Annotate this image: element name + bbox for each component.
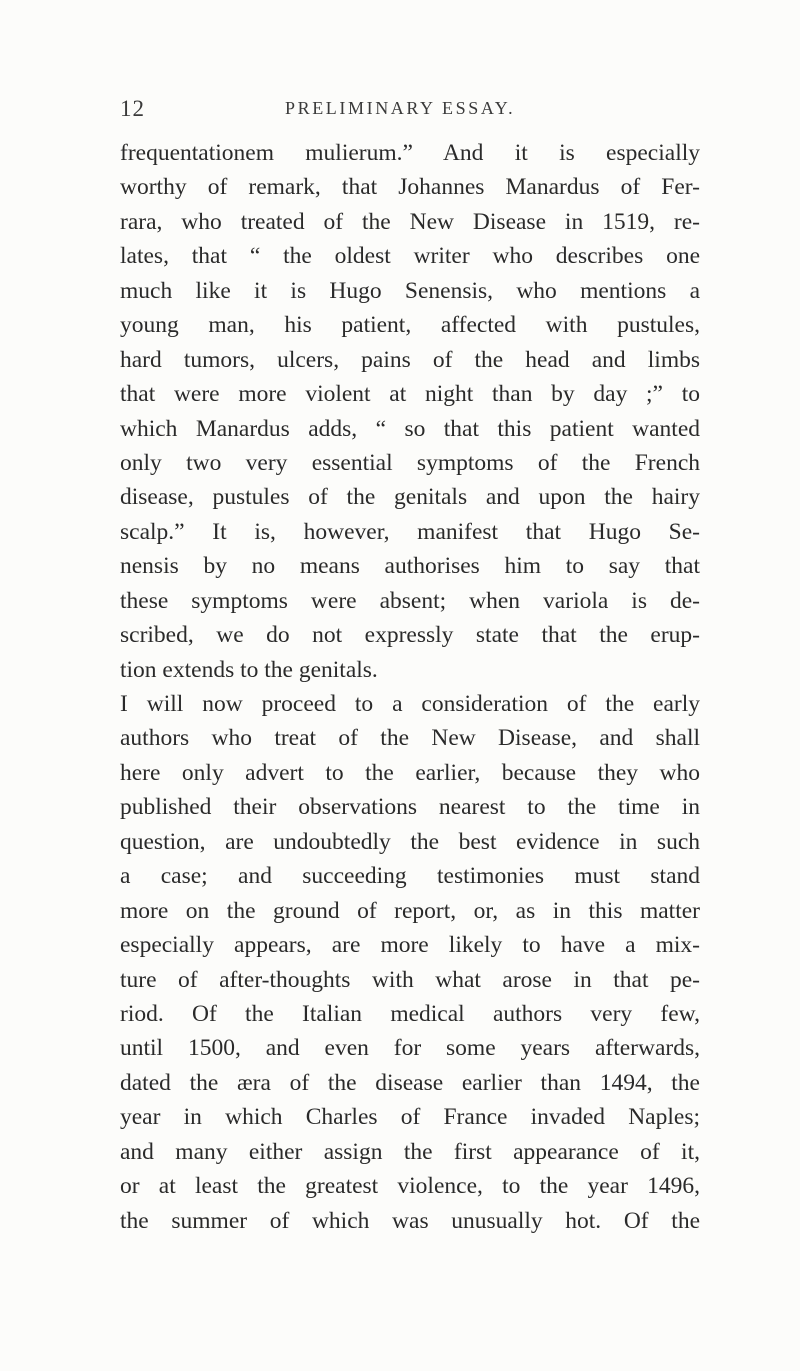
text-line: hard tumors, ulcers, pains of the head and limbs: [120, 346, 700, 373]
text-line: a case; and succeeding testimonies must stand: [120, 863, 700, 890]
text-line: scalp.” It is, however, manifest that Hugo Se-: [120, 518, 700, 545]
text-line: these symptoms were absent; when variola is de-: [120, 587, 700, 614]
text-line: that were more violent at night than by day ;” to: [120, 381, 700, 408]
text-line: only two very essential symptoms of the French: [120, 449, 700, 476]
text-line: published their observations nearest to the time in: [120, 794, 700, 821]
text-line: year in which Charles of France invaded Naples;: [120, 1104, 700, 1131]
text-line: and many either assign the first appearance of it,: [120, 1138, 700, 1165]
text-line: much like it is Hugo Senensis, who mentions a: [120, 277, 700, 304]
page-number: 12: [120, 96, 145, 121]
running-head: PRELIMINARY ESSAY.: [285, 98, 516, 118]
text-line: authors who treat of the New Disease, and shall: [120, 725, 700, 752]
body-text: [120, 136, 700, 1238]
text-line: especially appears, are more likely to have a mix-: [120, 932, 700, 959]
text-line: until 1500, and even for some years afterwards,: [120, 1035, 700, 1062]
text-line: scribed, we do not expressly state that the erup-: [120, 622, 700, 649]
text-line: rara, who treated of the New Disease in 1519, re-: [120, 208, 700, 235]
text-line: which Manardus adds, “ so that this patient wanted: [120, 415, 700, 442]
text-line: ture of after-thoughts with what arose in that pe-: [120, 966, 700, 993]
text-line: frequentationem mulierum.” And it is especially: [120, 140, 700, 166]
text-line: question, are undoubtedly the best evidence in such: [120, 828, 700, 855]
text-line: the summer of which was unusually hot. Of the: [120, 1207, 700, 1234]
text-line: riod. Of the Italian medical authors very few,: [120, 1000, 700, 1027]
text-line: young man, his patient, affected with pustules,: [120, 312, 700, 339]
text-line: worthy of remark, that Johannes Manardus of Fer-: [120, 174, 700, 201]
text-line: here only advert to the earlier, because they who: [120, 759, 700, 786]
text-line: nensis by no means authorises him to say that: [120, 553, 700, 580]
paragraph-last-line: tion extends to the genitals.: [120, 656, 378, 683]
text-line: lates, that “ the oldest writer who describes one: [120, 243, 700, 270]
paragraph-first-line: I will now proceed to a consideration of the early: [120, 691, 700, 717]
text-line: dated the æra of the disease earlier than 1494, the: [120, 1069, 700, 1096]
text-line: or at least the greatest violence, to the year 1496,: [120, 1173, 700, 1200]
text-line: more on the ground of report, or, as in this matter: [120, 897, 700, 924]
text-line: disease, pustules of the genitals and upon the hairy: [120, 484, 700, 511]
